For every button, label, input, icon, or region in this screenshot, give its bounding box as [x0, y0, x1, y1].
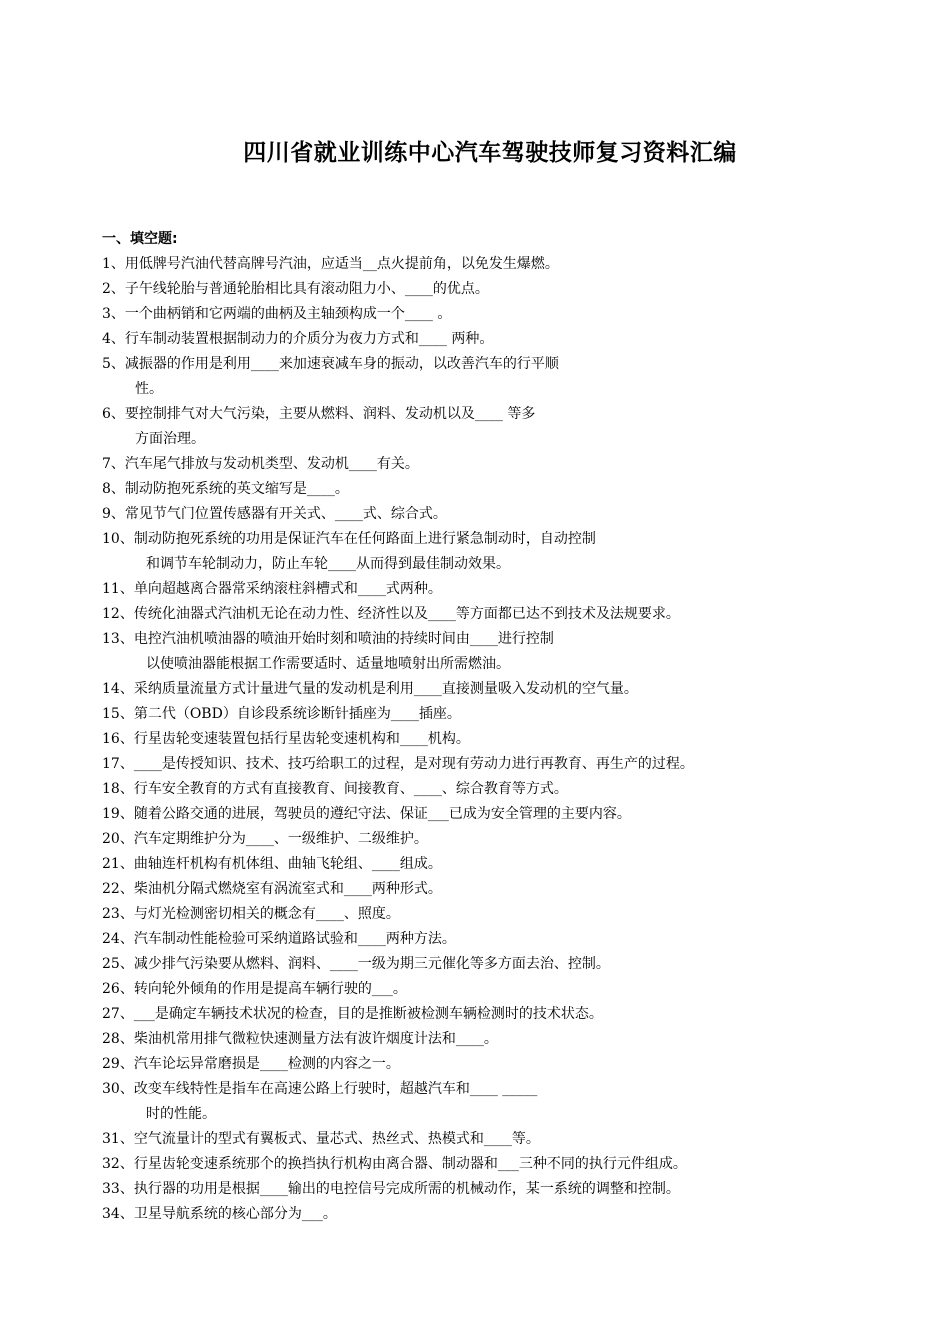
question-item: [102, 677, 902, 702]
question-text: 曲轴连杆机构有机体组、曲轴飞轮组、____组成。: [133, 856, 442, 872]
question-text: 制动防抱死系统的英文缩写是____。: [124, 481, 349, 497]
question-text: 柴油机分隔式燃烧室有涡流室式和____两种形式。: [133, 881, 442, 897]
question-item: [102, 952, 902, 977]
question-item: [102, 702, 902, 727]
question-number: 14、: [102, 681, 134, 697]
question-number: 34、: [102, 1206, 134, 1222]
question-number: 12、: [102, 606, 134, 622]
question-number: 10、: [102, 531, 134, 547]
question-item: [102, 327, 902, 352]
question-text: 空气流量计的型式有翼板式、量芯式、热丝式、热模式和____等。: [133, 1131, 540, 1147]
question-item: [102, 752, 902, 777]
question-item: [102, 727, 902, 752]
question-number: 24、: [102, 931, 134, 947]
question-number: 11、: [102, 581, 134, 597]
question-number: 4、: [102, 331, 125, 347]
question-text: 行车制动装置根据制动力的介质分为夜力方式和____ 两种。: [124, 331, 494, 347]
question-item: [102, 977, 902, 1002]
question-item: [102, 1077, 902, 1127]
question-text-continuation: 时的性能。: [146, 1106, 216, 1122]
question-number: 29、: [102, 1056, 134, 1072]
question-number: 7、: [102, 456, 125, 472]
question-text: 子午线轮胎与普通轮胎相比具有滚动阻力小、____的优点。: [124, 281, 489, 297]
question-number: 28、: [102, 1031, 134, 1047]
question-number: 19、: [102, 806, 134, 822]
question-text: 要控制排气对大气污染，主要从燃料、润料、发动机以及____ 等多: [124, 406, 536, 422]
question-number: 15、: [102, 706, 134, 722]
question-text: ____是传授知识、技术、技巧给职工的过程，是对现有劳动力进行再教育、再生产的过程。: [133, 756, 694, 772]
question-text: 汽车论坛异常磨损是____检测的内容之一。: [133, 1056, 400, 1072]
question-text: 行星齿轮变速装置包括行星齿轮变速机构和____机构。: [133, 731, 470, 747]
question-item: [102, 302, 902, 327]
question-item: [102, 1002, 902, 1027]
question-text: 减少排气污染要从燃料、润料、____一级为期三元催化等多方面去治、控制。: [133, 956, 610, 972]
question-list: [102, 252, 902, 1227]
question-text: 单向超越离合器常采纳滚柱斜槽式和____式两种。: [133, 581, 442, 597]
question-number: 17、: [102, 756, 134, 772]
question-text-continuation: 性。: [135, 381, 163, 397]
question-item: [102, 1127, 902, 1152]
question-text: 汽车尾气排放与发动机类型、发动机____有关。: [124, 456, 419, 472]
question-number: 32、: [102, 1156, 134, 1172]
question-item: [102, 1202, 902, 1227]
question-text: 执行器的功用是根据____输出的电控信号完成所需的机械动作，某一系统的调整和控制。: [133, 1181, 680, 1197]
question-item: [102, 577, 902, 602]
question-item: [102, 352, 902, 402]
question-text-continuation: 以使喷油器能根据工作需要适时、适量地喷射出所需燃油。: [146, 656, 510, 672]
question-number: 26、: [102, 981, 134, 997]
question-number: 2、: [102, 281, 125, 297]
question-text: 转向轮外倾角的作用是提高车辆行驶的___。: [133, 981, 407, 997]
section-heading: 一、填空题:: [102, 231, 178, 247]
question-number: 3、: [102, 306, 125, 322]
question-number: 9、: [102, 506, 125, 522]
question-text: 行车安全教育的方式有直接教育、间接教育、____、综合教育等方式。: [133, 781, 568, 797]
question-number: 22、: [102, 881, 134, 897]
question-item: [102, 502, 902, 527]
question-item: [102, 477, 902, 502]
question-item: [102, 1027, 902, 1052]
question-text: 改变车线特性是指车在高速公路上行驶时，超越汽车和____ _____: [133, 1081, 538, 1097]
question-number: 31、: [102, 1131, 134, 1147]
question-number: 8、: [102, 481, 125, 497]
question-item: [102, 452, 902, 477]
question-item: [102, 902, 902, 927]
question-number: 20、: [102, 831, 134, 847]
question-text: 用低牌号汽油代替高牌号汽油，应适当__点火提前角，以免发生爆燃。: [124, 256, 559, 272]
question-text: 柴油机常用排气微粒快速测量方法有波许烟度计法和____。: [133, 1031, 498, 1047]
question-item: [102, 877, 902, 902]
question-item: [102, 852, 902, 877]
question-item: [102, 1152, 902, 1177]
question-number: 30、: [102, 1081, 134, 1097]
question-item: [102, 927, 902, 952]
question-text: 行星齿轮变速系统那个的换挡执行机构由离合器、制动器和___三种不同的执行元件组成。: [133, 1156, 687, 1172]
question-number: 1、: [102, 256, 125, 272]
question-text: 汽车制动性能检验可采纳道路试验和____两种方法。: [133, 931, 456, 947]
question-item: [102, 252, 902, 277]
question-item: [102, 627, 902, 677]
question-text: 传统化油器式汽油机无论在动力性、经济性以及____等方面都已达不到技术及法规要求。: [133, 606, 680, 622]
question-text: 制动防抱死系统的功用是保证汽车在任何路面上进行紧急制动时，自动控制: [133, 531, 596, 547]
question-number: 18、: [102, 781, 134, 797]
question-text: 常见节气门位置传感器有开关式、____式、综合式。: [124, 506, 447, 522]
question-number: 21、: [102, 856, 134, 872]
question-item: [102, 527, 902, 577]
page-title: 四川省就业训练中心汽车驾驶技师复习资料汇编: [243, 140, 737, 166]
question-text: 一个曲柄销和它两端的曲柄及主轴颈构成一个____ 。: [124, 306, 452, 322]
question-item: [102, 827, 902, 852]
question-number: 23、: [102, 906, 134, 922]
question-number: 27、: [102, 1006, 134, 1022]
question-number: 5、: [102, 356, 125, 372]
question-text: 卫星导航系统的核心部分为___。: [133, 1206, 337, 1222]
question-item: [102, 1052, 902, 1077]
question-text: 第二代（OBD）自诊段系统诊断针插座为____插座。: [133, 706, 461, 722]
question-item: [102, 402, 902, 452]
question-text: 汽车定期维护分为____、一级维护、二级维护。: [133, 831, 428, 847]
question-text: 减振器的作用是利用____来加速衰减车身的振动，以改善汽车的行平顺: [124, 356, 559, 372]
question-text: 与灯光检测密切相关的概念有____、照度。: [133, 906, 400, 922]
question-text: 电控汽油机喷油器的喷油开始时刻和喷油的持续时间由____进行控制: [133, 631, 554, 647]
question-number: 16、: [102, 731, 134, 747]
question-text-continuation: 和调节车轮制动力，防止车轮____从而得到最佳制动效果。: [146, 556, 510, 572]
question-item: [102, 1177, 902, 1202]
question-number: 33、: [102, 1181, 134, 1197]
question-item: [102, 802, 902, 827]
question-text: 随着公路交通的进展，驾驶员的遵纪守法、保证___已成为安全管理的主要内容。: [133, 806, 631, 822]
question-item: [102, 277, 902, 302]
question-item: [102, 777, 902, 802]
question-text: ___是确定车辆技术状况的检查，目的是推断被检测车辆检测时的技术状态。: [133, 1006, 603, 1022]
question-text: 采纳质量流量方式计量进气量的发动机是利用____直接测量吸入发动机的空气量。: [133, 681, 638, 697]
question-text-continuation: 方面治理。: [135, 431, 205, 447]
question-number: 25、: [102, 956, 134, 972]
question-number: 13、: [102, 631, 134, 647]
question-item: [102, 602, 902, 627]
question-number: 6、: [102, 406, 125, 422]
